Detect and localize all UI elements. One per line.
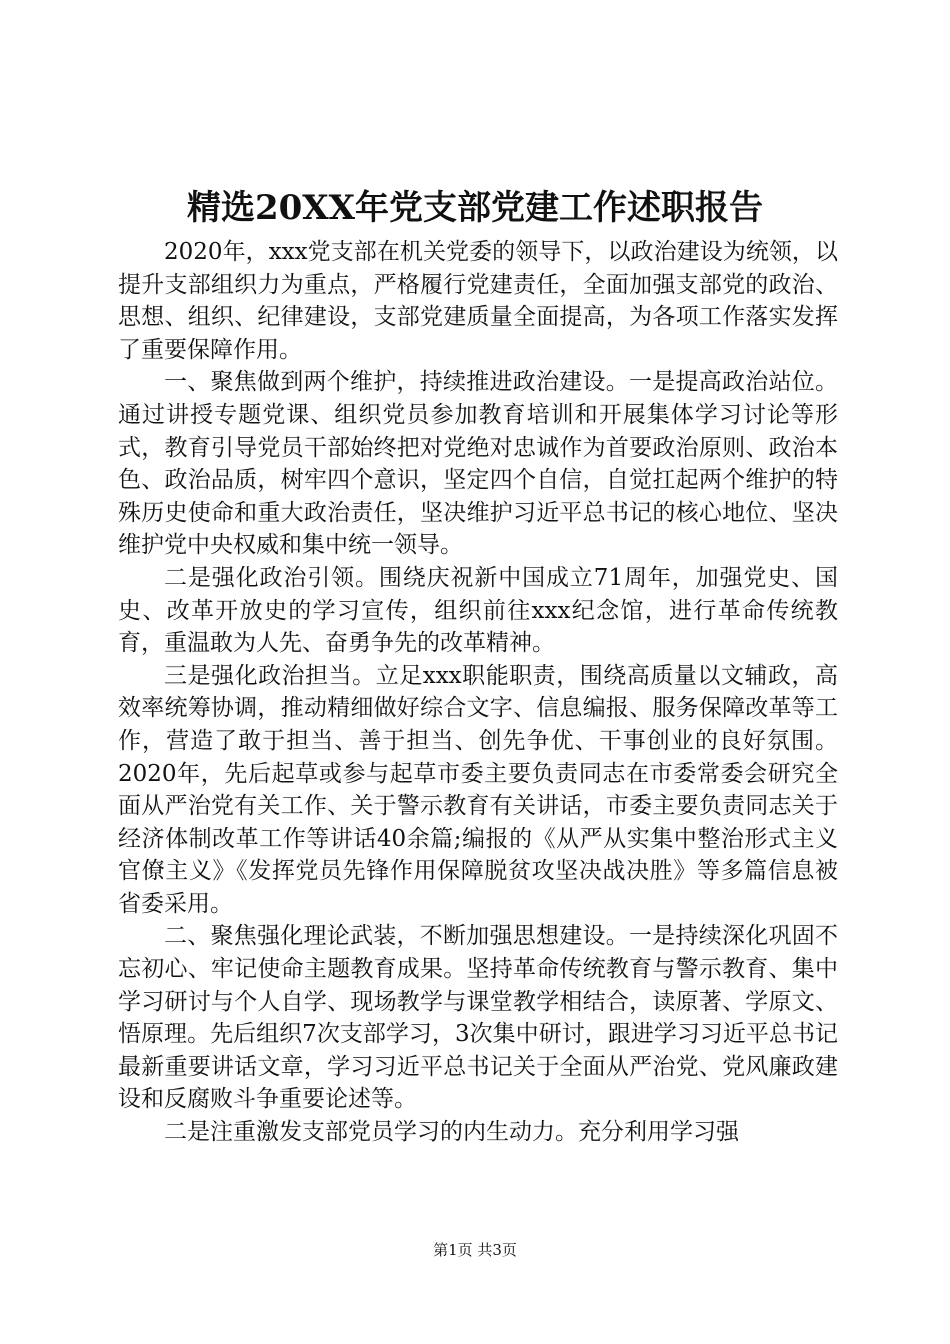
- paragraph: 二、聚焦强化理论武装，不断加强思想建设。一是持续深化巩固不忘初心、牢记使命主题教育成果。坚持革命传统教育与警示教育、集中学习研讨与个人自学、现场教学与课堂教学相结合，读原著、学原文、悟原理。先后组织7次支部学习，3次集中研讨，跟进学习习近平总书记最新重要讲话文章，学习习近平总书记关于全面从严治党、党风廉政建设和反腐败斗争重要论述等。: [118, 923, 838, 1113]
- paragraph: 二是注重激发支部党员学习的内生动力。充分利用学习强: [164, 1119, 739, 1146]
- paragraph: 一、聚焦做到两个维护，持续推进政治建设。一是提高政治站位。通过讲授专题党课、组织党员参加教育培训和开展集体学习讨论等形式，教育引导党员干部始终把对党绝对忠诚作为首要政治原则、政治本色、政治品质，树牢四个意识，坚定四个自信，自觉扛起两个维护的特殊历史使命和重大政治责任，坚决维护习近平总书记的核心地位、坚决维护党中央权威和集中统一领导。: [118, 369, 838, 559]
- document-title: 精选20XX年党支部党建工作述职报告: [186, 188, 764, 228]
- page-number-footer: 第1页 共3页: [433, 1241, 517, 1259]
- paragraph: 二是强化政治引领。围绕庆祝新中国成立71周年，加强党史、国史、改革开放史的学习宣传，组织前往xxx纪念馆，进行革命传统教育，重温敢为人先、奋勇争先的改革精神。: [118, 564, 838, 657]
- paragraph: 2020年，xxx党支部在机关党委的领导下，以政治建设为统领，以提升支部组织力为重点，严格履行党建责任，全面加强支部党的政治、思想、组织、纪律建设，支部党建质量全面提高，为各项工作落实发挥了重要保障作用。: [118, 239, 838, 363]
- document-body: [118, 236, 838, 1149]
- paragraph: 三是强化政治担当。立足xxx职能职责，围绕高质量以文辅政，高效率统筹协调，推动精细做好综合文字、信息编报、服务保障改革等工作，营造了敢于担当、善于担当、创先争优、干事创业的良好氛围。2020年，先后起草或参与起草市委主要负责同志在市委常委会研究全面从严治党有关工作、关于警示教育有关讲话，市委主要负责同志关于经济体制改革工作等讲话40余篇;编报的《从严从实集中整治形式主义官僚主义》《发挥党员先锋作用保障脱贫攻坚决战决胜》等多篇信息被省委采用。: [118, 662, 838, 917]
